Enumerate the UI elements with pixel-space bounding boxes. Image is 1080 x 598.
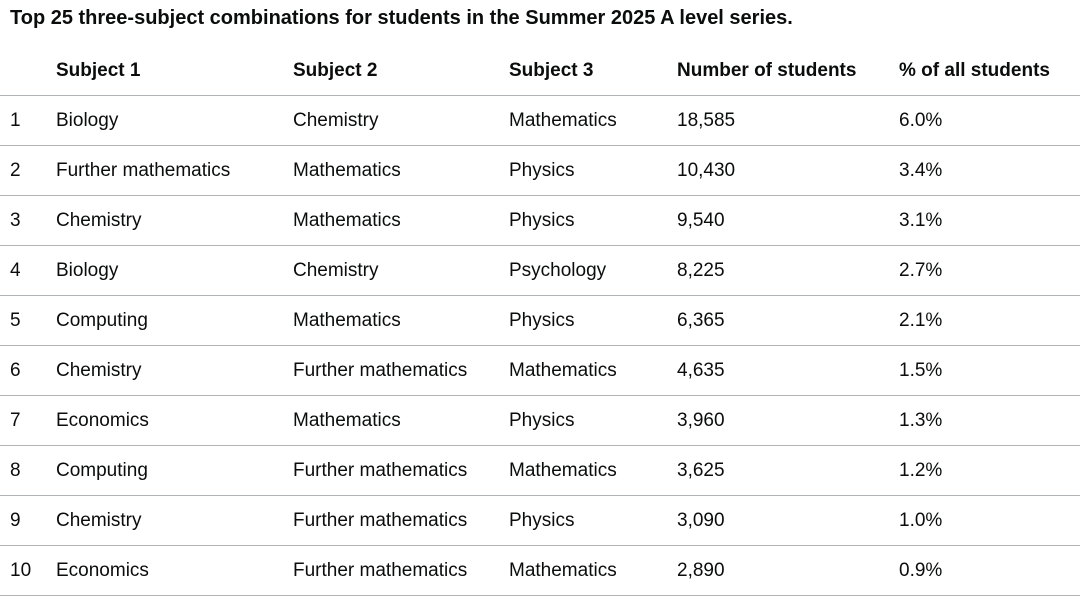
cell-number-of-students: 3,090 [677,496,899,546]
header-subject-3: Subject 3 [509,47,677,96]
cell-percent-of-students: 3.4% [899,146,1080,196]
cell-subject-1: Chemistry [56,346,293,396]
cell-number-of-students: 8,225 [677,246,899,296]
cell-subject-1: Chemistry [56,196,293,246]
cell-subject-3: Mathematics [509,446,677,496]
header-subject-1: Subject 1 [56,47,293,96]
cell-subject-3: Mathematics [509,546,677,596]
cell-subject-3: Physics [509,146,677,196]
header-rank [0,47,56,96]
cell-subject-2: Further mathematics [293,446,509,496]
cell-subject-3: Physics [509,296,677,346]
cell-subject-1: Biology [56,96,293,146]
cell-number-of-students: 3,625 [677,446,899,496]
cell-percent-of-students: 2.7% [899,246,1080,296]
cell-rank: 5 [0,296,56,346]
cell-subject-1: Economics [56,396,293,446]
cell-rank: 9 [0,496,56,546]
cell-rank: 8 [0,446,56,496]
cell-percent-of-students: 1.2% [899,446,1080,496]
cell-subject-2: Mathematics [293,396,509,446]
cell-subject-1: Computing [56,296,293,346]
table-row [0,396,1080,446]
cell-rank: 10 [0,546,56,596]
table-body [0,96,1080,596]
cell-rank: 2 [0,146,56,196]
table-row [0,346,1080,396]
table-row [0,246,1080,296]
table-row [0,496,1080,546]
cell-subject-3: Mathematics [509,96,677,146]
table-title: Top 25 three-subject combinations for students in the Summer 2025 A level series. [10,7,793,29]
cell-subject-1: Chemistry [56,496,293,546]
cell-rank: 3 [0,196,56,246]
cell-number-of-students: 3,960 [677,396,899,446]
cell-number-of-students: 2,890 [677,546,899,596]
cell-percent-of-students: 1.5% [899,346,1080,396]
cell-number-of-students: 9,540 [677,196,899,246]
cell-number-of-students: 6,365 [677,296,899,346]
cell-subject-2: Mathematics [293,146,509,196]
cell-subject-1: Biology [56,246,293,296]
cell-subject-2: Further mathematics [293,346,509,396]
cell-subject-3: Mathematics [509,346,677,396]
cell-percent-of-students: 3.1% [899,196,1080,246]
cell-subject-2: Mathematics [293,196,509,246]
table-row [0,196,1080,246]
header-percent-of-students: % of all students [899,47,1080,96]
cell-subject-3: Physics [509,396,677,446]
cell-percent-of-students: 1.0% [899,496,1080,546]
cell-subject-2: Chemistry [293,96,509,146]
cell-rank: 1 [0,96,56,146]
table-row [0,546,1080,596]
cell-percent-of-students: 6.0% [899,96,1080,146]
cell-percent-of-students: 1.3% [899,396,1080,446]
cell-subject-2: Further mathematics [293,546,509,596]
cell-percent-of-students: 0.9% [899,546,1080,596]
table-row [0,96,1080,146]
cell-subject-1: Further mathematics [56,146,293,196]
cell-number-of-students: 18,585 [677,96,899,146]
cell-subject-3: Physics [509,196,677,246]
header-subject-2: Subject 2 [293,47,509,96]
cell-subject-1: Economics [56,546,293,596]
table-row [0,446,1080,496]
cell-subject-2: Chemistry [293,246,509,296]
cell-subject-1: Computing [56,446,293,496]
cell-subject-3: Psychology [509,246,677,296]
header-number-of-students: Number of students [677,47,899,96]
cell-subject-3: Physics [509,496,677,546]
cell-rank: 7 [0,396,56,446]
cell-rank: 6 [0,346,56,396]
cell-subject-2: Further mathematics [293,496,509,546]
cell-number-of-students: 4,635 [677,346,899,396]
results-table [0,47,1080,596]
table-row [0,296,1080,346]
table-row [0,146,1080,196]
cell-percent-of-students: 2.1% [899,296,1080,346]
cell-rank: 4 [0,246,56,296]
header-row [0,47,1080,96]
cell-number-of-students: 10,430 [677,146,899,196]
cell-subject-2: Mathematics [293,296,509,346]
